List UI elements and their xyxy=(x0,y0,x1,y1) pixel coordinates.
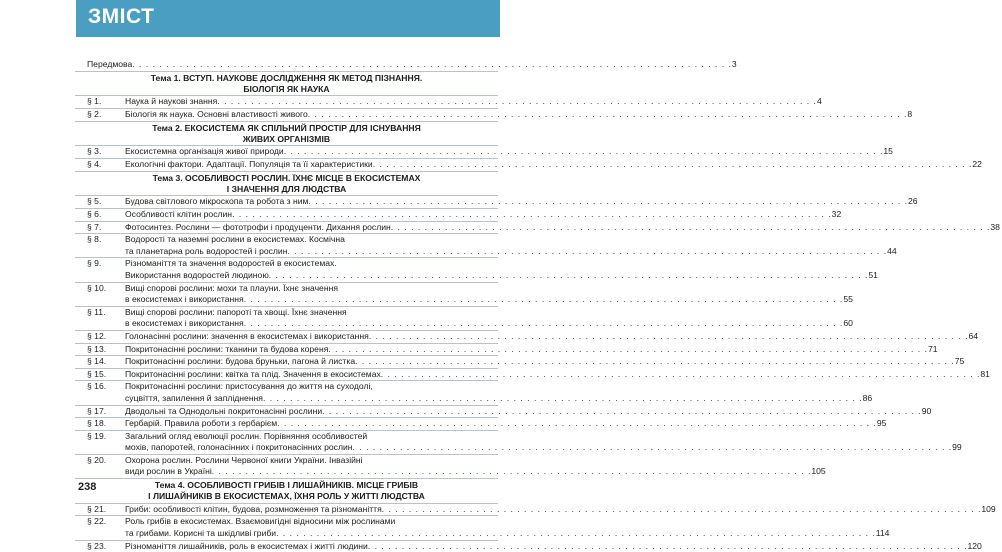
toc-entry: § 5. Будова світлового мікроскопа та робота з ним . . . . . . . . . . . . . . . . . . . . . . . . . . . . . . . . . . . . . . . . . . . . . . . . . . . . . . . . . . . . . . . . . . . . . . . . . . . . . . . . . . . . . . . . . 26 xyxy=(75,195,498,208)
toc-entry-title: Покритонасінні рослини: пристосування до життя на суходолі, xyxy=(125,381,373,392)
toc-entry: § 8. Водорості та наземні рослини в екосистемах. Космічна та планетарна роль водоростей і рослин . . . . . . . . . . . . . . . . . . . . . . . . . . . . . . . . . . . . . . . . . . . . . . . . . . . . . . . . . . . . . . . . . . . . . . . . . . . . . . . . . . . . . . . . . 44 xyxy=(75,233,498,257)
toc-entry-number: § 12. xyxy=(87,330,107,341)
toc-page-number: 105 xyxy=(811,466,826,477)
toc-page-number: 8 xyxy=(907,109,913,119)
toc-entry: § 16. Покритонасінні рослини: пристосування до життя на суходолі, суцвіття, запилення й запліднення . . . . . . . . . . . . . . . . . . . . . . . . . . . . . . . . . . . . . . . . . . . . . . . . . . . . . . . . . . . . . . . . . . . . . . . . . . . . . . . . . . . . . . . . . 86 xyxy=(75,380,498,404)
toc-entry-number: § 13. xyxy=(87,343,107,354)
toc-entry: § 4. Екологічні фактори. Адаптації. Популяція та її характеристики . . . . . . . . . . . . . . . . . . . . . . . . . . . . . . . . . . . . . . . . . . . . . . . . . . . . . . . . . . . . . . . . . . . . . . . . . . . . . . . . . . . . . . . . . 22 xyxy=(75,158,498,171)
toc-entry-number: § 4. xyxy=(87,159,102,169)
topic-title-line: Тема 4. ОСОБЛИВОСТІ ГРИБІВ І ЛИШАЙНИКІВ. МІСЦЕ ГРИБІВ xyxy=(154,480,419,491)
toc-entry-title: Особливості клітин рослин xyxy=(125,209,233,219)
toc-entry-title: Покритонасінні рослини: квітка та плід. Значення в екосистемах xyxy=(125,368,381,379)
toc-entry-number: § 1. xyxy=(87,96,102,107)
toc-entry-number: § 14. xyxy=(87,356,107,367)
toc-entry-number: § 20. xyxy=(87,454,107,465)
toc-entry-title: Покритонасінні рослини: будова бруньки, пагона й листка xyxy=(125,356,356,367)
toc-topic-heading xyxy=(75,71,498,96)
toc-entry-number: § 16. xyxy=(87,381,107,392)
page-number: 238 xyxy=(78,481,97,493)
toc-entry: § 15. Покритонасінні рослини: квітка та плід. Значення в екосистемах . . . . . . . . . . . . . . . . . . . . . . . . . . . . . . . . . . . . . . . . . . . . . . . . . . . . . . . . . . . . . . . . . . . . . . . . . . . . . . . . . . . . . . . . . 81 xyxy=(75,368,498,381)
toc-entry-title: Різноманіття та значення водоростей в екосистемах. xyxy=(125,258,337,269)
toc-page-number: 4 xyxy=(816,96,822,107)
toc-entry-title: та планетарна роль водоростей і рослин xyxy=(125,245,288,256)
toc-entry-title: Наука й наукові знання xyxy=(125,96,218,107)
toc-entry-number: § 9. xyxy=(87,258,102,269)
toc-entry-title: Вищі спорові рослини: папороті та хвощі. Їхнє значення xyxy=(125,306,347,317)
toc-page-number: 44 xyxy=(887,245,897,256)
toc-entry-title: Голонасінні рослини: значення в екосистемах і використання xyxy=(125,330,369,341)
toc-entry-number: § 21. xyxy=(87,503,107,514)
toc-topic-heading xyxy=(75,171,498,196)
toc-entry-number: § 10. xyxy=(87,282,107,293)
toc-page-number: 86 xyxy=(862,392,873,403)
toc-entry: § 6. Особливості клітин рослин . . . . . . . . . . . . . . . . . . . . . . . . . . . . . . . . . . . . . . . . . . . . . . . . . . . . . . . . . . . . . . . . . . . . . . . . . . . . . . . . . . . . . . . . . 32 xyxy=(75,208,498,221)
toc-entry: § 23. Різноманіття лишайників, роль в екосистемах і житті людини . . . . . . . . . . . . . . . . . . . . . . . . . . . . . . . . . . . . . . . . . . . . . . . . . . . . . . . . . . . . . . . . . . . . . . . . . . . . . . . . . . . . . . . . . 120 xyxy=(75,540,498,552)
topic-title-line: Тема 2. ЕКОСИСТЕМА ЯК СПІЛЬНИЙ ПРОСТІР ДЛЯ ІСНУВАННЯ xyxy=(152,122,421,133)
toc-entry-title: Роль грибів в екосистемах. Взаємовигідні відносини між рослинами xyxy=(125,516,396,527)
toc-entry-title: Будова світлового мікроскопа та робота з ним xyxy=(125,196,309,207)
toc-entry-title: Водорості та наземні рослини в екосистемах. Космічна xyxy=(125,234,345,245)
toc-entry: § 13. Покритонасінні рослини: тканини та будова кореня . . . . . . . . . . . . . . . . . . . . . . . . . . . . . . . . . . . . . . . . . . . . . . . . . . . . . . . . . . . . . . . . . . . . . . . . . . . . . . . . . . . . . . . . . 71 xyxy=(75,343,498,356)
toc-entry-title: Дводольні та Однодольні покритонасінні рослини xyxy=(125,405,323,416)
toc-entry: § 18. Гербарій. Правила роботи з гербарієм . . . . . . . . . . . . . . . . . . . . . . . . . . . . . . . . . . . . . . . . . . . . . . . . . . . . . . . . . . . . . . . . . . . . . . . . . . . . . . . . . . . . . . . . . 95 xyxy=(75,417,498,430)
toc-entry-title: Охорона рослин. Рослини Червоної книги України. Інвазійні xyxy=(125,454,363,465)
toc-entry-title: Екосистемна організація живої природи xyxy=(125,146,284,157)
table-of-contents xyxy=(75,59,1000,552)
toc-page-number: 71 xyxy=(927,343,938,354)
toc-entry-title: Покритонасінні рослини: тканини та будова кореня xyxy=(125,343,329,354)
toc-page-number: 64 xyxy=(968,330,979,341)
toc-page-number: 95 xyxy=(876,418,887,429)
toc-page-number: 114 xyxy=(875,528,890,539)
toc-entry-title: Екологічні фактори. Адаптації. Популяція та її характеристики xyxy=(125,159,373,169)
toc-entry-number: § 6. xyxy=(87,209,102,219)
toc-entry-title: Загальний огляд еволюції рослин. Порівняння особливостей xyxy=(125,430,368,441)
topic-title-line: І ЗНАЧЕННЯ ДЛЯ ЛЮДСТВА xyxy=(226,184,347,194)
topic-title-line: І ЛИШАЙНИКІВ В ЕКОСИСТЕМАХ, ЇХНЯ РОЛЬ У ЖИТТІ ЛЮДСТВА xyxy=(148,491,425,502)
toc-topic-heading xyxy=(75,121,498,146)
toc-entry: § 10. Вищі спорові рослини: мохи та плауни. Їхнє значення в екосистемах і використання . . . . . . . . . . . . . . . . . . . . . . . . . . . . . . . . . . . . . . . . . . . . . . . . . . . . . . . . . . . . . . . . . . . . . . . . . . . . . . . . . . . . . . . . . 55 xyxy=(75,282,498,306)
toc-entry-title: Гриби: особливості клітин, будова, розмноження та різноманіття xyxy=(125,503,382,514)
toc-entry: § 21. Гриби: особливості клітин, будова, розмноження та різноманіття . . . . . . . . . . . . . . . . . . . . . . . . . . . . . . . . . . . . . . . . . . . . . . . . . . . . . . . . . . . . . . . . . . . . . . . . . . . . . . . . . . . . . . . . . 109 xyxy=(75,503,498,516)
topic-title-line: БІОЛОГІЯ ЯК НАУКА xyxy=(243,84,330,94)
topic-title-line: Тема 1. ВСТУП. НАУКОВЕ ДОСЛІДЖЕННЯ ЯК МЕТОД ПІЗНАННЯ. xyxy=(150,72,423,83)
toc-page-number: 22 xyxy=(972,159,982,169)
toc-page-number: 3 xyxy=(731,59,737,69)
toc-topic-heading xyxy=(75,478,498,503)
toc-entry-number: § 11. xyxy=(87,306,106,317)
toc-entry: § 12. Голонасінні рослини: значення в екосистемах і використання . . . . . . . . . . . . . . . . . . . . . . . . . . . . . . . . . . . . . . . . . . . . . . . . . . . . . . . . . . . . . . . . . . . . . . . . . . . . . . . . . . . . . . . . . 64 xyxy=(75,330,498,343)
toc-page-number: 15 xyxy=(883,146,893,157)
toc-preface-label: Передмова xyxy=(87,59,133,69)
toc-entry-title: суцвіття, запилення й запліднення xyxy=(125,392,263,403)
toc-entry: § 20. Охорона рослин. Рослини Червоної книги України. Інвазійні види рослин в Україні . . . . . . . . . . . . . . . . . . . . . . . . . . . . . . . . . . . . . . . . . . . . . . . . . . . . . . . . . . . . . . . . . . . . . . . . . . . . . . . . . . . . . . . . . 105 xyxy=(75,454,498,478)
toc-entry: § 14. Покритонасінні рослини: будова бруньки, пагона й листка . . . . . . . . . . . . . . . . . . . . . . . . . . . . . . . . . . . . . . . . . . . . . . . . . . . . . . . . . . . . . . . . . . . . . . . . . . . . . . . . . . . . . . . . . 75 xyxy=(75,355,498,368)
toc-entry-number: § 7. xyxy=(87,221,102,232)
toc-entry-title: та грибами. Корисні та шкідливі гриби xyxy=(125,528,277,539)
toc-entry-title: в екосистемах і використання xyxy=(125,294,244,305)
toc-entry-title: Використання водоростей людиною xyxy=(125,269,269,280)
toc-entry-number: § 5. xyxy=(87,196,102,207)
toc-entry: § 3. Екосистемна організація живої природи . . . . . . . . . . . . . . . . . . . . . . . . . . . . . . . . . . . . . . . . . . . . . . . . . . . . . . . . . . . . . . . . . . . . . . . . . . . . . . . . . . . . . . . . . 15 xyxy=(75,145,498,158)
toc-page-number: 109 xyxy=(981,503,996,514)
toc-page-number: 99 xyxy=(952,442,962,453)
toc-entry-title: Гербарій. Правила роботи з гербарієм xyxy=(125,418,278,429)
toc-entry-number: § 8. xyxy=(87,234,102,245)
toc-entry: § 1. Наука й наукові знання . . . . . . . . . . . . . . . . . . . . . . . . . . . . . . . . . . . . . . . . . . . . . . . . . . . . . . . . . . . . . . . . . . . . . . . . . . . . . . . . . . . . . . . . . 4 xyxy=(75,95,498,108)
topic-title-line: Тема 3. ОСОБЛИВОСТІ РОСЛИН. ЇХНЄ МІСЦЕ В ЕКОСИСТЕМАХ xyxy=(152,172,421,183)
toc-page-number: 38 xyxy=(990,221,1000,232)
topic-title-line: ЖИВИХ ОРГАНІЗМІВ xyxy=(242,134,331,144)
toc-page-number: 75 xyxy=(954,356,965,367)
toc-page-number: 81 xyxy=(980,368,990,379)
toc-entry-number: § 17. xyxy=(87,405,107,416)
toc-entry-title: види рослин в Україні xyxy=(125,466,212,477)
page-title: ЗМІСТ xyxy=(88,5,155,28)
toc-page-number: 120 xyxy=(967,540,982,551)
toc-entry: § 19. Загальний огляд еволюції рослин. Порівняння особливостей мохів, папоротей, голонасінних і покритонасінних рослин . . . . . . . . . . . . . . . . . . . . . . . . . . . . . . . . . . . . . . . . . . . . . . . . . . . . . . . . . . . . . . . . . . . . . . . . . . . . . . . . . . . . . . . . . 99 xyxy=(75,430,498,454)
toc-entry-title: Вищі спорові рослини: мохи та плауни. Їхнє значення xyxy=(125,282,338,293)
toc-page-number: 90 xyxy=(921,405,932,416)
toc-page-number: 26 xyxy=(908,196,918,207)
toc-entry-number: § 19. xyxy=(87,430,107,441)
toc-entry-number: § 15. xyxy=(87,368,107,379)
toc-entry-title: Різноманіття лишайників, роль в екосистемах і житті людини xyxy=(125,540,368,551)
toc-page-number: 60 xyxy=(843,318,853,329)
toc-preface: Передмова . . . . . . . . . . . . . . . . . . . . . . . . . . . . . . . . . . . . . . . . . . . . . . . . . . . . . . . . . . . . . . . . . . . . . . . . . . . . . . . . . . . . . . . . . 3 xyxy=(87,59,737,69)
toc-entry-number: § 2. xyxy=(87,109,102,119)
toc-page-number: 51 xyxy=(868,269,878,280)
toc-entry-title: Фотосинтез. Рослини — фототрофи і продуценти. Дихання рослин xyxy=(125,221,391,232)
toc-entry-number: § 22. xyxy=(87,516,107,527)
toc-entry: § 7. Фотосинтез. Рослини — фототрофи і продуценти. Дихання рослин . . . . . . . . . . . . . . . . . . . . . . . . . . . . . . . . . . . . . . . . . . . . . . . . . . . . . . . . . . . . . . . . . . . . . . . . . . . . . . . . . . . . . . . . . 38 xyxy=(75,221,498,234)
page-header xyxy=(0,0,500,42)
toc-entry: § 2. Біологія як наука. Основні властивості живого . . . . . . . . . . . . . . . . . . . . . . . . . . . . . . . . . . . . . . . . . . . . . . . . . . . . . . . . . . . . . . . . . . . . . . . . . . . . . . . . . . . . . . . . . 8 xyxy=(75,108,498,121)
toc-entry-number: § 3. xyxy=(87,146,102,157)
toc-entry: § 22. Роль грибів в екосистемах. Взаємовигідні відносини між рослинами та грибами. Корисні та шкідливі гриби . . . . . . . . . . . . . . . . . . . . . . . . . . . . . . . . . . . . . . . . . . . . . . . . . . . . . . . . . . . . . . . . . . . . . . . . . . . . . . . . . . . . . . . . . 114 xyxy=(75,515,498,539)
toc-entry-title: мохів, папоротей, голонасінних і покритонасінних рослин xyxy=(125,442,353,453)
toc-entry: § 17. Дводольні та Однодольні покритонасінні рослини . . . . . . . . . . . . . . . . . . . . . . . . . . . . . . . . . . . . . . . . . . . . . . . . . . . . . . . . . . . . . . . . . . . . . . . . . . . . . . . . . . . . . . . . . 90 xyxy=(75,405,498,418)
toc-entry: § 11. Вищі спорові рослини: папороті та хвощі. Їхнє значення в екосистемах і використання . . . . . . . . . . . . . . . . . . . . . . . . . . . . . . . . . . . . . . . . . . . . . . . . . . . . . . . . . . . . . . . . . . . . . . . . . . . . . . . . . . . . . . . . . 60 xyxy=(75,306,498,330)
toc-entry-title: в екосистемах і використання xyxy=(125,318,244,329)
toc-entry: § 9. Різноманіття та значення водоростей в екосистемах. Використання водоростей людиною . . . . . . . . . . . . . . . . . . . . . . . . . . . . . . . . . . . . . . . . . . . . . . . . . . . . . . . . . . . . . . . . . . . . . . . . . . . . . . . . . . . . . . . . . 51 xyxy=(75,257,498,281)
toc-page-number: 32 xyxy=(831,209,842,219)
toc-entry-number: § 18. xyxy=(87,418,107,429)
toc-page-number: 55 xyxy=(843,294,853,305)
toc-entry-title: Біологія як наука. Основні властивості живого xyxy=(125,109,308,119)
toc-entry-number: § 23. xyxy=(87,540,107,551)
